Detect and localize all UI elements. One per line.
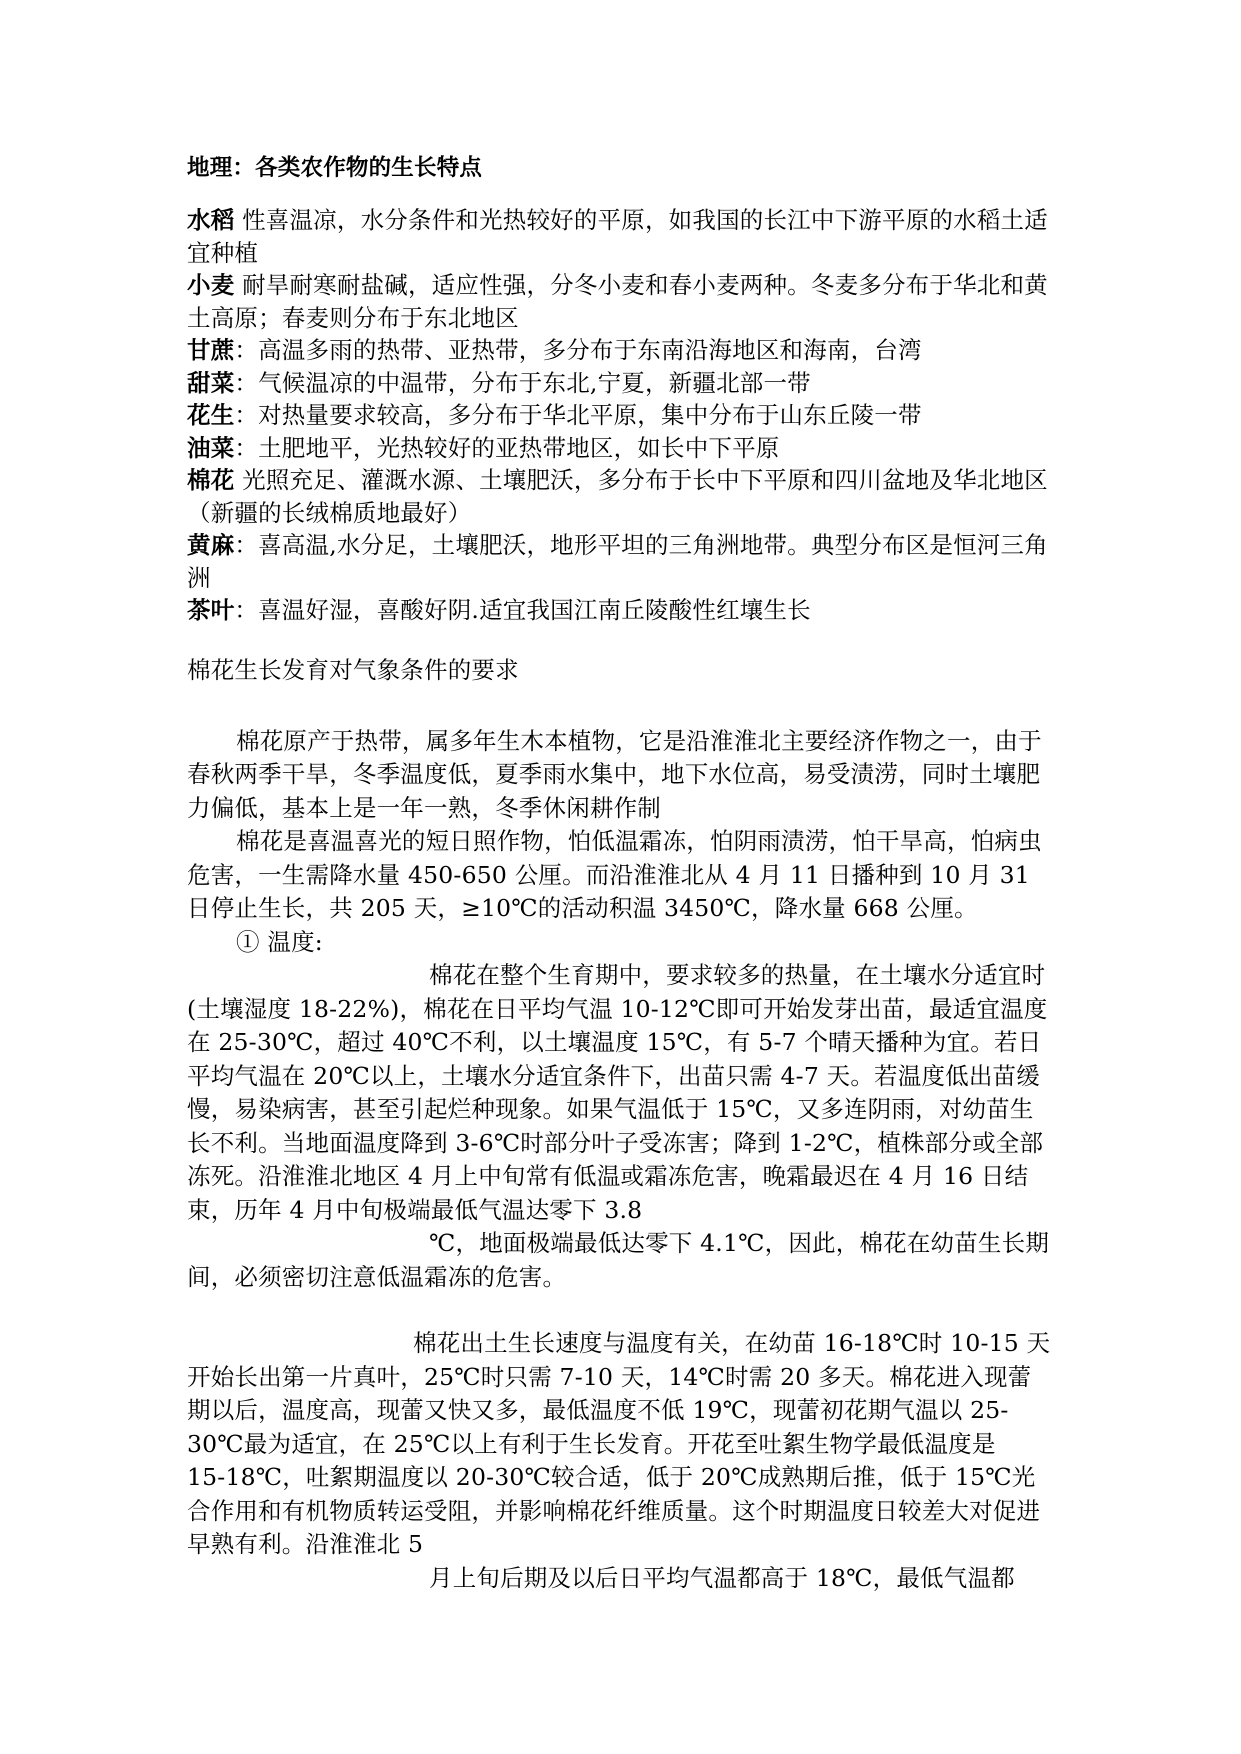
paragraph-boll-opening: 15-18℃，吐絮期温度以 20-30℃较合适，低于 20℃成熟期后推，低于 15℃光合作用和有机物质转运受阻，并影响棉花纤维质量。这个时期温度日较差大对促进早熟有利。沿淮淮北 5 — [187, 1463, 1041, 1558]
crop-item-cotton — [187, 464, 1055, 529]
crop-item-wheat — [187, 269, 1055, 334]
paragraph-origin: 棉花原产于热带，属多年生木本植物，它是沿淮淮北主要经济作物之一，由于春秋两季干旱，冬季温度低，夏季雨水集中，地下水位高，易受渍涝，同时土壤肥力偏低，基本上是一年一熟，冬季休闲耕作制 — [187, 726, 1042, 822]
crop-description: 性喜温凉，水分条件和光热较好的平原，如我国的长江中下游平原的水稻土适宜种植 — [187, 206, 1048, 267]
section-subtitle: 棉花生长发育对气象条件的要求 — [187, 655, 519, 684]
crop-description: ：土肥地平，光热较好的亚热带地区，如长中下平原 — [234, 433, 780, 462]
crop-item-jute — [187, 529, 1055, 594]
paragraph-gap — [187, 1294, 1055, 1327]
crop-name: 油菜 — [187, 433, 235, 462]
crop-description: ：喜温好湿，喜酸好阴.适宜我国江南丘陵酸性红壤生长 — [234, 596, 811, 624]
crop-item-tea — [187, 594, 1055, 627]
paragraph-temperature-heading: ① 温度: — [236, 927, 323, 956]
crop-item-sugarcane — [187, 334, 1055, 367]
crop-name: 黄麻 — [187, 531, 235, 559]
crop-description: 耐旱耐寒耐盐碱，适应性强，分冬小麦和春小麦两种。冬麦多分布于华北和黄土高原；春麦则分布于东北地区 — [187, 271, 1048, 332]
crop-item-peanut — [187, 399, 1055, 432]
crop-item-sugarbeet — [187, 367, 1055, 400]
crop-description: ：气候温凉的中温带，分布于东北,宁夏，新疆北部一带 — [234, 368, 811, 397]
crop-name: 甜菜 — [187, 368, 235, 397]
crop-name: 小麦 — [187, 271, 235, 299]
crop-name: 花生 — [187, 401, 235, 429]
crop-description: 光照充足、灌溉水源、土壤肥沃，多分布于长中下平原和四川盆地及华北地区（新疆的长绒棉质地最好） — [187, 466, 1048, 527]
crop-description: ：对热量要求较高，多分布于华北平原，集中分布于山东丘陵一带 — [234, 401, 922, 429]
crop-item-rapeseed — [187, 432, 1055, 465]
crop-description: ：高温多雨的热带、亚热带，多分布于东南沿海地区和海南，台湾 — [234, 336, 922, 364]
paragraph-climate-needs: 棉花是喜温喜光的短日照作物，怕低温霜冻，怕阴雨渍涝，怕干旱高，怕病虫危害，一生需降水量 450-650 公厘。而沿淮淮北从 4 月 11 日播种到 10 月 31 日停止生长，共 205 天，≥10℃的活动积温 3450℃，降水量 668 公厘。 — [187, 827, 1042, 922]
crop-item-rice — [187, 204, 1055, 269]
crop-name: 水稻 — [187, 206, 235, 234]
paragraph-frost: ℃，地面极端最低达零下 4.1℃，因此，棉花在幼苗生长期间，必须密切注意低温霜冻的危害。 — [187, 1229, 1050, 1291]
document-page — [187, 150, 1055, 1595]
paragraph-growth-speed: 棉花出土生长速度与温度有关，在幼苗 16-18℃时 10-15 天开始长出第一片真叶，25℃时只需 7-10 天，14℃时需 20 多天。棉花进入现蕾期以后，温度高，现蕾又快又多，最低温度不低 19℃，现蕾初花期气温以 25-30℃最为适宜，在 25℃以上有利于生长发育。开花至吐絮生物学最低温度是 — [187, 1329, 1051, 1458]
paragraph-temperature: 棉花在整个生育期中，要求较多的热量，在土壤水分适宜时(土壤湿度 18-22%)，棉花在日平均气温 10-12℃即可开始发芽出苗，最适宜温度在 25-30℃，超过 40℃不利，以土壤温度 15℃，有 5-7 个晴天播种为宜。若日平均气温在 20℃以上，土壤水分适宜条件下，出苗只需 4-7 天。若温度低出苗缓慢，易染病害，甚至引起烂种现象。如果气温低于 15℃，又多连阴雨，对幼苗生长不利。当地面温度降到 3-6℃时部分叶子受冻害；降到 1-2℃，植株部分或全部冻死。沿淮淮北地区 4 月上中旬常有低温或霜冻危害，晚霜最迟在 4 月 16 日结束，历年 4 月中旬极端最低气温达零下 3.8 — [187, 961, 1048, 1224]
document-title: 地理：各类农作物的生长特点 — [187, 155, 483, 181]
crop-name: 棉花 — [187, 466, 235, 494]
crop-description: ：喜高温,水分足，土壤肥沃，地形平坦的三角洲地带。典型分布区是恒河三角洲 — [187, 531, 1048, 592]
crop-list — [187, 204, 1055, 627]
crop-name: 甘蔗 — [187, 336, 235, 364]
paragraph-may-temperature: 月上旬后期及以后日平均气温都高于 18℃，最低气温都 — [429, 1563, 1015, 1592]
crop-name: 茶叶 — [187, 596, 235, 624]
